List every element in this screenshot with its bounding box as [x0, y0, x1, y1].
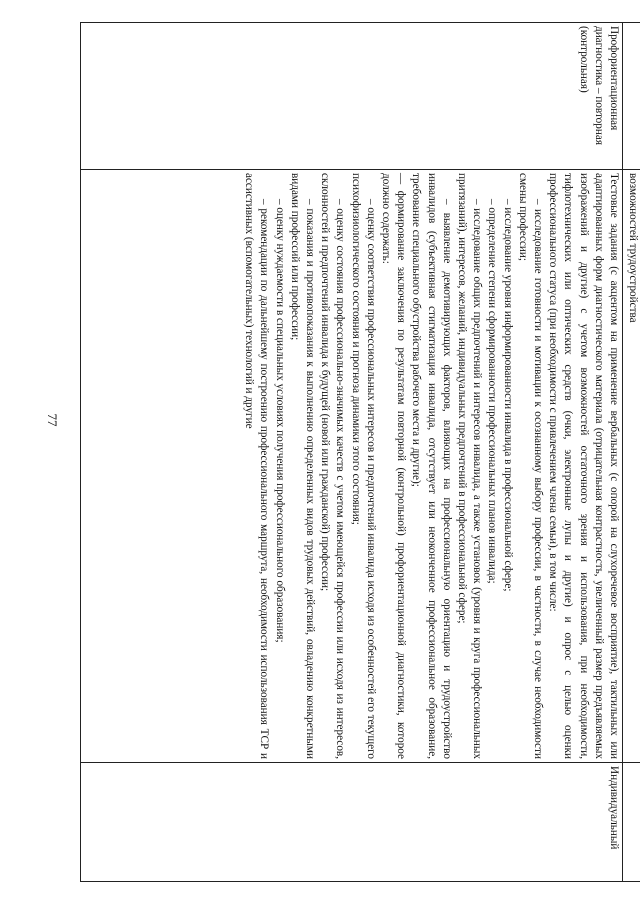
continuation-row: [623, 23, 640, 882]
conclusion-heading: — формирование заключения по результатам повторной (контрольной) профориентационной диагностики, которое должно содержать:: [379, 173, 408, 759]
list-item: – оценку состояния профессионально-значимых качеств с учетом имеющейся профессии или исходя из интересов, склонностей и предпочтений инвалида к будущей (новой или гражданской) профессии;: [319, 173, 347, 759]
stage-label: Профориентационная диагностика – повторная (контрольная): [81, 23, 623, 170]
list-item: – исследование готовности и мотивации к осознанному выбору профессии, в частности, в случае необходимости смены профессии;: [516, 173, 544, 759]
page-number: 77: [45, 413, 60, 427]
list-item: – исследование уровня информированности инвалида в профессиональной сфере;: [501, 199, 514, 592]
list-item: – оценку нуждаемости в специальных условиях получения профессионального образования;: [273, 199, 286, 643]
continuation-cell-right: [623, 763, 640, 882]
form-label: Индивидуальный: [81, 763, 623, 882]
list-item: – рекомендации по дальнейшему построению профессионального маршрута, необходимости использования ТСР и ассистивных (вспомогательных) технологий и другие: [243, 173, 271, 759]
list-item: – выявление демотивирующих факторов, влияющих на профессиональную ориентацию и трудоустройство инвалидов (субъективная стигматизация инвалида, отсутствует или неоконченное профессиональное образование, требование специального обустройства рабочего места и другие);: [410, 173, 453, 759]
paragraph-intro: Тестовые задания (с акцентом на применение вербальных (с опорой на слухоречевое восприятие), тактильных или адаптированных форм диагностического материала (отрицательная контрастность, увеличенный размер предъявляемых изображений и другие) с учетом возможностей остаточного зрения и использования, при необходимости, тифлотехнических или оптических средств (очки, электронные лупы и другие) и опрос с целью оценки профессионального статуса (при необходимости с привлечением члена семьи), в том числе:: [547, 173, 620, 759]
continuation-cell-text: возможностей трудоустройства: [623, 170, 640, 763]
methods-description: [81, 170, 623, 763]
methods-table: [80, 22, 640, 882]
list-item: – оценку соответствия профессиональных интересов и предпочтений инвалида исходя из особенностей его текущего психофизиологического состояния и прогноза динамики этого состояния;: [349, 173, 377, 759]
list-item: – показания и противопоказания к выполнению определенных видов трудовых действий, овладению конкретными видами профессий или профессии;: [288, 173, 316, 759]
continuation-cell-left: [623, 23, 640, 170]
table-row: [81, 23, 623, 882]
list-item: – исследование общих предпочтений и интересов инвалида, а также установок (уровня и круга профессиональных притязаний), интересов, желаний, индивидуальных предпочтений в профессиональной сфере;: [455, 173, 484, 759]
rotated-page-content: [80, 22, 640, 882]
list-item: – определение степени сформированности профессиональных планов инвалида;: [486, 199, 499, 584]
